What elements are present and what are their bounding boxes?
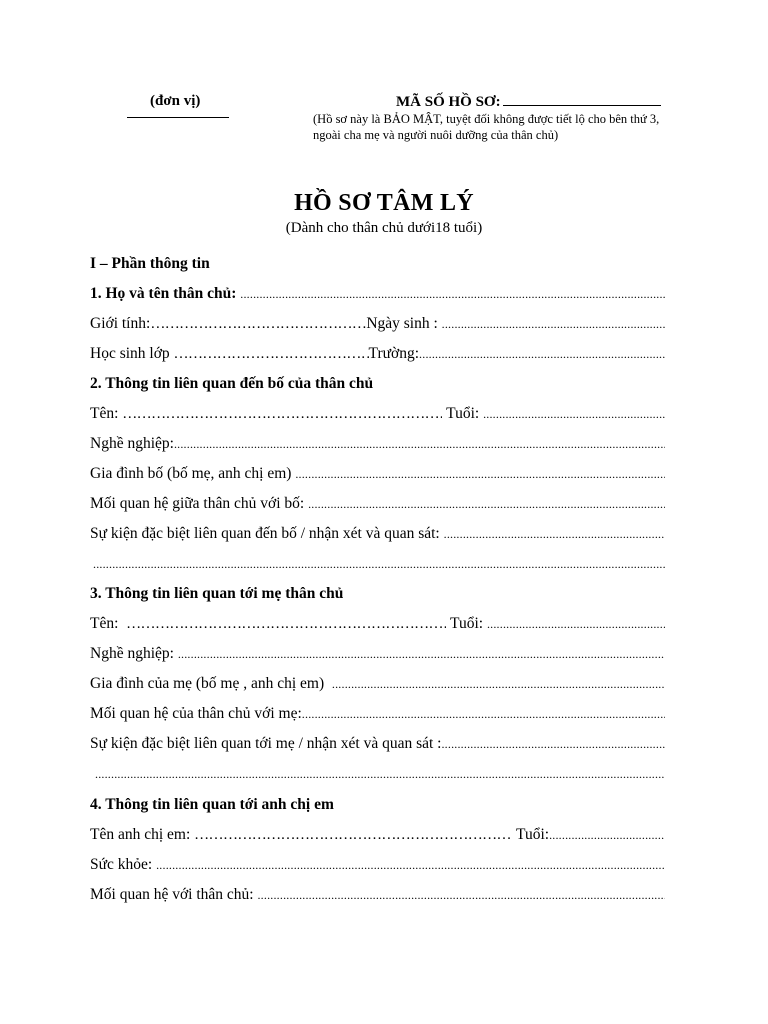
sibling-relation-blank[interactable] <box>257 886 665 904</box>
mother-events-blank[interactable] <box>441 735 665 753</box>
unit-underline <box>127 117 229 118</box>
sibling-health-row[interactable] <box>90 856 665 878</box>
father-age-label: Tuổi: <box>446 405 480 422</box>
mother-age-blank[interactable] <box>487 615 665 633</box>
sibling-health-blank[interactable] <box>156 856 665 874</box>
mother-family-label: Gia đình của mẹ (bố mẹ , anh chị em) <box>90 675 325 692</box>
sibling-relation-row[interactable] <box>90 886 665 908</box>
father-family-label: Gia đình bố (bố mẹ, anh chị em) <box>90 465 292 482</box>
full-name-blank[interactable] <box>240 285 665 303</box>
confidential-note-line1: (Hồ sơ này là BẢO MẬT, tuyệt đối không được tiết lộ cho bên thứ 3, <box>313 112 660 126</box>
father-relation-row[interactable] <box>90 495 665 517</box>
father-relation-blank[interactable] <box>308 495 665 513</box>
mother-name-blank[interactable] <box>126 615 446 633</box>
father-events-continuation[interactable] <box>93 555 665 577</box>
father-events-blank-2[interactable] <box>93 555 665 573</box>
birth-label: Ngày sinh : <box>366 315 438 332</box>
father-job-row[interactable] <box>90 435 665 457</box>
father-relation-label: Mối quan hệ giữa thân chủ với bố: <box>90 495 305 512</box>
mother-name-label: Tên: <box>90 615 119 632</box>
record-code-blank[interactable] <box>503 92 661 106</box>
mother-job-blank[interactable] <box>178 645 665 663</box>
gender-label: Giới tính: <box>90 315 151 332</box>
father-events-row[interactable] <box>90 525 665 547</box>
father-name-row[interactable] <box>90 405 665 427</box>
class-label: Học sinh lớp <box>90 345 170 362</box>
father-age-blank[interactable] <box>483 405 665 423</box>
father-job-label: Nghề nghiệp: <box>90 435 174 452</box>
full-name-row[interactable] <box>90 285 665 307</box>
mother-events-blank-2[interactable] <box>95 765 665 783</box>
mother-job-row[interactable] <box>90 645 665 667</box>
mother-events-continuation[interactable] <box>95 765 665 787</box>
mother-relation-blank[interactable] <box>302 705 665 723</box>
class-blank[interactable] <box>174 345 369 363</box>
class-school-row[interactable] <box>90 345 665 367</box>
confidential-note-line2: ngoài cha mẹ và người nuôi dưỡng của thân chủ) <box>313 128 559 142</box>
birth-blank[interactable] <box>442 315 665 333</box>
mother-relation-label: Mối quan hệ của thân chủ với mẹ: <box>90 705 302 722</box>
document-title: HỒ SƠ TÂM LÝ <box>294 190 474 216</box>
father-events-blank[interactable] <box>444 525 665 543</box>
sibling-age-blank[interactable] <box>549 826 665 844</box>
mother-job-label: Nghề nghiệp: <box>90 645 174 662</box>
sibling-health-label: Sức khỏe: <box>90 856 153 873</box>
record-code-label: MÃ SỐ HỒ SƠ: <box>396 94 501 110</box>
father-name-label: Tên: <box>90 405 119 422</box>
unit-label: (đơn vị) <box>150 93 201 109</box>
mother-events-label: Sự kiện đặc biệt liên quan tới mẹ / nhận xét và quan sát : <box>90 735 442 752</box>
father-family-blank[interactable] <box>295 465 665 483</box>
sibling-name-label: Tên anh chị em: <box>90 826 191 843</box>
sibling-relation-label: Mối quan hệ với thân chủ: <box>90 886 254 903</box>
sibling-name-blank[interactable] <box>194 826 512 844</box>
father-job-blank[interactable] <box>174 435 665 453</box>
mother-name-row[interactable] <box>90 615 665 637</box>
full-name-label: 1. Họ và tên thân chủ: <box>90 285 237 302</box>
school-blank[interactable] <box>419 345 665 363</box>
confidential-note <box>313 111 659 143</box>
section-2-heading: 2. Thông tin liên quan đến bố của thân chủ <box>90 375 374 392</box>
section-4-heading: 4. Thông tin liên quan tới anh chị em <box>90 796 334 813</box>
document-subtitle: (Dành cho thân chủ dưới18 tuổi) <box>285 220 483 236</box>
record-code-field[interactable] <box>396 92 661 111</box>
mother-family-blank[interactable] <box>332 675 665 693</box>
section-3-heading: 3. Thông tin liên quan tới mẹ thân chủ <box>90 585 344 602</box>
mother-age-label: Tuổi: <box>450 615 484 632</box>
mother-relation-row[interactable] <box>90 705 665 727</box>
mother-family-row[interactable] <box>90 675 665 697</box>
mother-events-row[interactable] <box>90 735 665 757</box>
father-name-blank[interactable] <box>122 405 442 423</box>
sibling-name-row[interactable] <box>90 826 665 848</box>
father-events-label: Sự kiện đặc biệt liên quan đến bố / nhận xét và quan sát: <box>90 525 440 542</box>
gender-birth-row[interactable] <box>90 315 665 337</box>
section-1-heading: I – Phần thông tin <box>90 255 210 272</box>
father-family-row[interactable] <box>90 465 665 487</box>
sibling-age-label: Tuổi: <box>516 826 550 843</box>
gender-blank[interactable] <box>150 315 366 333</box>
school-label: Trường: <box>368 345 420 362</box>
